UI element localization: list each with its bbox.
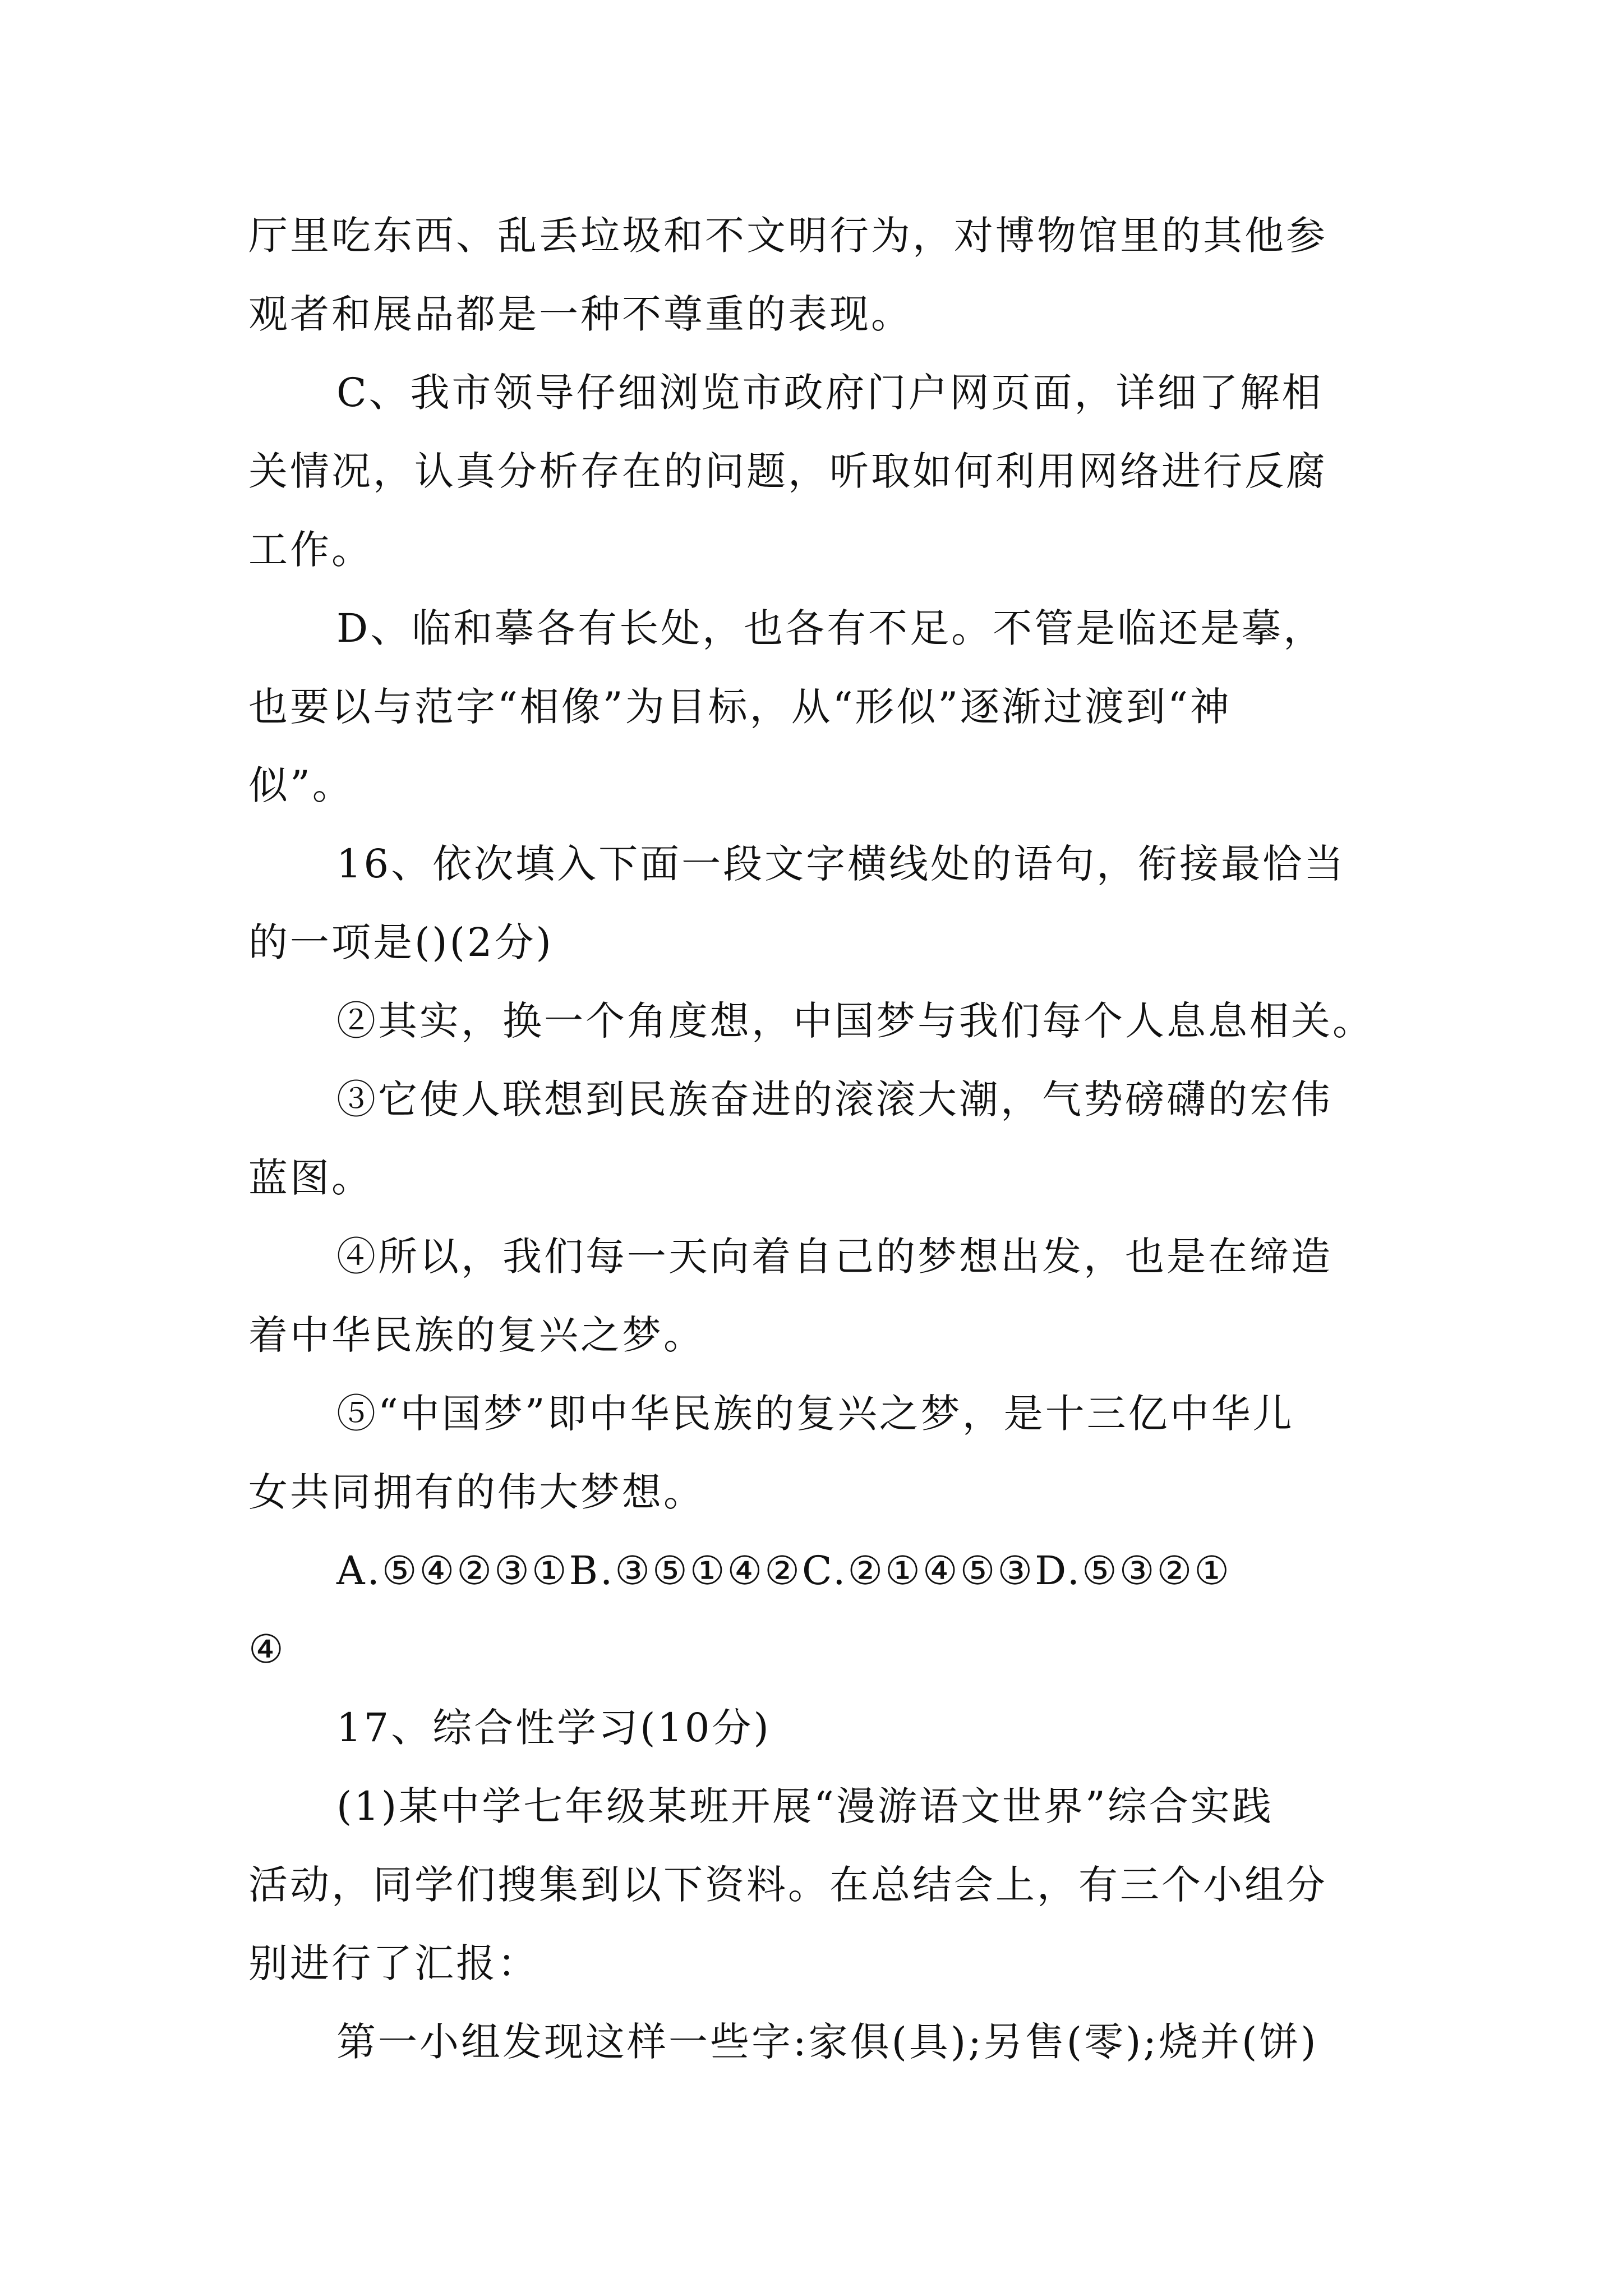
question-16-line-1: 16、依次填入下面一段文字横线处的语句，衔接最恰当 (336, 841, 1346, 887)
answer-options-line-2: ④ (248, 1626, 286, 1672)
text-line-2: 观者和展品都是一种不尊重的表现。 (248, 291, 912, 337)
question-17-part-1-line-1: (1)某中学七年级某班开展“漫游语文世界”综合实践 (336, 1783, 1274, 1829)
question-17-part-1-line-3: 别进行了汇报： (248, 1940, 539, 1986)
option-d-line-2: 也要以与范字“相像”为目标，从“形似”逐渐过渡到“神 (248, 684, 1232, 730)
group-1-report: 第一小组发现这样一些字:家俱(具);另售(零);烧并(饼) (336, 2019, 1318, 2065)
sentence-3-line-1: ③它使人联想到民族奋进的滚滚大潮，气势磅礴的宏伟 (336, 1076, 1332, 1122)
question-17-part-1-line-2: 活动，同学们搜集到以下资料。在总结会上，有三个小组分 (248, 1862, 1327, 1908)
question-16-line-2: 的一项是()(2分) (248, 919, 554, 965)
option-c-line-3: 工作。 (248, 527, 373, 573)
option-c-line-2: 关情况，认真分析存在的问题，听取如何利用网络进行反腐 (248, 448, 1327, 494)
sentence-5-line-2: 女共同拥有的伟大梦想。 (248, 1469, 705, 1515)
sentence-5-line-1: ⑤“中国梦”即中华民族的复兴之梦，是十三亿中华儿 (336, 1391, 1294, 1437)
sentence-4-line-1: ④所以，我们每一天向着自己的梦想出发，也是在缔造 (336, 1234, 1332, 1280)
sentence-2: ②其实，换一个角度想，中国梦与我们每个人息息相关。 (336, 998, 1374, 1044)
sentence-4-line-2: 着中华民族的复兴之梦。 (248, 1312, 705, 1358)
text-line-1: 厅里吃东西、乱丢垃圾和不文明行为，对博物馆里的其他参 (248, 213, 1327, 259)
option-c-line-1: C、我市领导仔细浏览市政府门户网页面，详细了解相 (336, 370, 1324, 416)
sentence-3-line-2: 蓝图。 (248, 1155, 373, 1201)
option-d-line-3: 似”。 (248, 762, 354, 808)
answer-options-line-1: A.⑤④②③①B.③⑤①④②C.②①④⑤③D.⑤③②① (336, 1548, 1232, 1594)
question-17-title: 17、综合性学习(10分) (336, 1705, 771, 1751)
option-d-line-1: D、临和摹各有长处，也各有不足。不管是临还是摹， (336, 605, 1325, 651)
